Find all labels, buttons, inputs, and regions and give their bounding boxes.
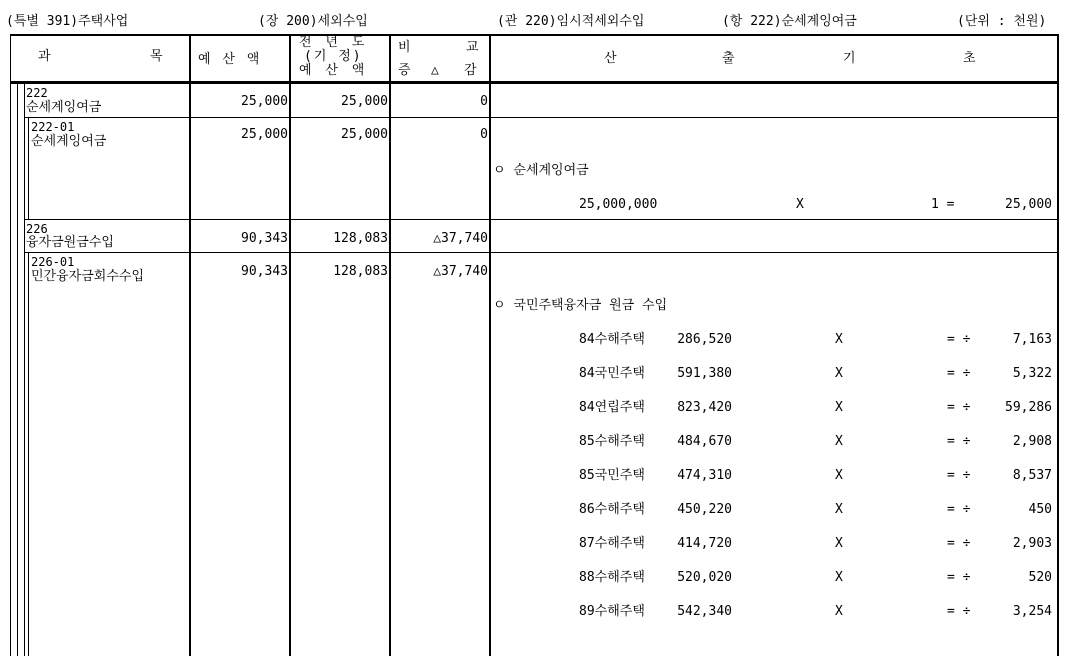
indent-line [17, 83, 18, 656]
basis-item-result: 7,163 [1012, 332, 1052, 347]
table-top-border [10, 34, 1059, 36]
basis-times: X [796, 197, 804, 212]
basis-item-eq: = ÷ [947, 536, 971, 551]
basis-item-times: X [835, 366, 843, 381]
basis-title: ㅇ 순세계잉여금 [493, 163, 589, 178]
basis-amount: 25,000,000 [579, 197, 658, 212]
basis-item-amount: 414,720 [677, 536, 732, 551]
basis-item-amount: 484,670 [677, 434, 732, 449]
header-prev-1: 전 년 도 [299, 35, 368, 50]
basis-item-amount: 823,420 [677, 400, 732, 415]
basis-item-label: 84수해주택 [579, 332, 645, 347]
row-diff: 0 [480, 94, 488, 109]
row-prev: 25,000 [341, 94, 388, 109]
indent-line [24, 83, 25, 656]
item-label: (항 222)순세계잉여금 [722, 14, 857, 29]
basis-item-label: 85국민주택 [579, 468, 645, 483]
row-code: 222-01 [31, 120, 75, 134]
basis-item-eq: = ÷ [947, 366, 971, 381]
basis-item-label: 85수해주택 [579, 434, 645, 449]
row-name: 순세계잉여금 [31, 134, 107, 149]
basis-item-result: 59,286 [1005, 400, 1052, 415]
header-budget: 예 산 액 [198, 52, 262, 67]
row-divider [24, 252, 1059, 253]
basis-item-result: 2,903 [1012, 536, 1052, 551]
table-left-border [10, 34, 11, 656]
basis-item-times: X [835, 536, 843, 551]
header-subject-b: 목 [150, 49, 163, 64]
header-cmp-1a: 비 [398, 40, 411, 55]
basis-item-result: 2,908 [1012, 434, 1052, 449]
header-cmp-2a: 증 [398, 63, 411, 78]
basis-item-times: X [835, 468, 843, 483]
header-bottom-border [10, 81, 1059, 84]
basis-item-times: X [835, 604, 843, 619]
row-name: 융자금원금수입 [26, 235, 114, 250]
header-basis-2: 출 [722, 51, 735, 66]
unit-label: (단위 : 천원) [957, 14, 1047, 29]
row-budget: 90,343 [241, 264, 288, 279]
basis-item-eq: = ÷ [947, 332, 971, 347]
row-budget: 90,343 [241, 231, 288, 246]
row-prev: 25,000 [341, 127, 388, 142]
basis-item-eq: = ÷ [947, 604, 971, 619]
basis-item-times: X [835, 570, 843, 585]
basis-item-amount: 591,380 [677, 366, 732, 381]
row-code: 222 [26, 86, 48, 100]
basis-item-eq: = ÷ [947, 400, 971, 415]
row-code: 226-01 [31, 255, 75, 269]
basis-item-label: 89수해주택 [579, 604, 645, 619]
header-basis-4: 초 [963, 51, 976, 66]
basis-item-eq: = ÷ [947, 468, 971, 483]
row-budget: 25,000 [241, 127, 288, 142]
row-name: 민간융자금회수수입 [31, 269, 145, 284]
basis-item-amount: 286,520 [677, 332, 732, 347]
basis-item-amount: 542,340 [677, 604, 732, 619]
basis-item-times: X [835, 434, 843, 449]
basis-item-eq: = ÷ [947, 502, 971, 517]
row-prev: 128,083 [333, 231, 388, 246]
row-name: 순세계잉여금 [26, 100, 102, 115]
section-label: (관 220)임시적세외수입 [497, 14, 645, 29]
basis-item-result: 3,254 [1012, 604, 1052, 619]
basis-item-result: 5,322 [1012, 366, 1052, 381]
row-prev: 128,083 [333, 264, 388, 279]
row-divider [24, 117, 1059, 118]
header-basis-1: 산 [604, 51, 617, 66]
row-diff: 0 [480, 127, 488, 142]
basis-item-amount: 474,310 [677, 468, 732, 483]
header-cmp-1b: 교 [466, 40, 479, 55]
header-subject-a: 과 [38, 49, 51, 64]
basis-item-amount: 450,220 [677, 502, 732, 517]
row-code: 226 [26, 222, 48, 236]
basis-item-label: 84연립주택 [579, 400, 645, 415]
basis-item-eq: = ÷ [947, 434, 971, 449]
basis-item-label: 86수해주택 [579, 502, 645, 517]
row-divider [24, 219, 1059, 220]
basis-item-times: X [835, 400, 843, 415]
basis-item-result: 520 [1028, 570, 1052, 585]
basis-item-times: X [835, 502, 843, 517]
header-basis-3: 기 [843, 51, 856, 66]
basis-result: 25,000 [1005, 197, 1052, 212]
indent-line [28, 118, 29, 219]
basis-item-times: X [835, 332, 843, 347]
indent-line [28, 253, 29, 656]
row-budget: 25,000 [241, 94, 288, 109]
header-prev-3: 예 산 액 [299, 63, 368, 78]
basis-item-result: 450 [1028, 502, 1052, 517]
basis-item-label: 87수해주택 [579, 536, 645, 551]
basis-factor: 1 = [931, 197, 955, 212]
basis-title: ㅇ 국민주택융자금 원금 수입 [493, 298, 668, 313]
row-diff: △37,740 [433, 231, 488, 246]
special-account-label: (특별 391)주택사업 [6, 14, 129, 29]
basis-item-label: 84국민주택 [579, 366, 645, 381]
basis-item-result: 8,537 [1012, 468, 1052, 483]
header-cmp-2b: △ [431, 63, 439, 78]
basis-item-eq: = ÷ [947, 570, 971, 585]
column-divider [489, 34, 491, 656]
header-cmp-2c: 감 [464, 63, 477, 78]
basis-item-label: 88수해주택 [579, 570, 645, 585]
table-right-border [1057, 34, 1059, 656]
chapter-label: (장 200)세외수입 [258, 14, 368, 29]
header-prev-2: (기 정) [304, 49, 363, 64]
row-diff: △37,740 [433, 264, 488, 279]
basis-item-amount: 520,020 [677, 570, 732, 585]
